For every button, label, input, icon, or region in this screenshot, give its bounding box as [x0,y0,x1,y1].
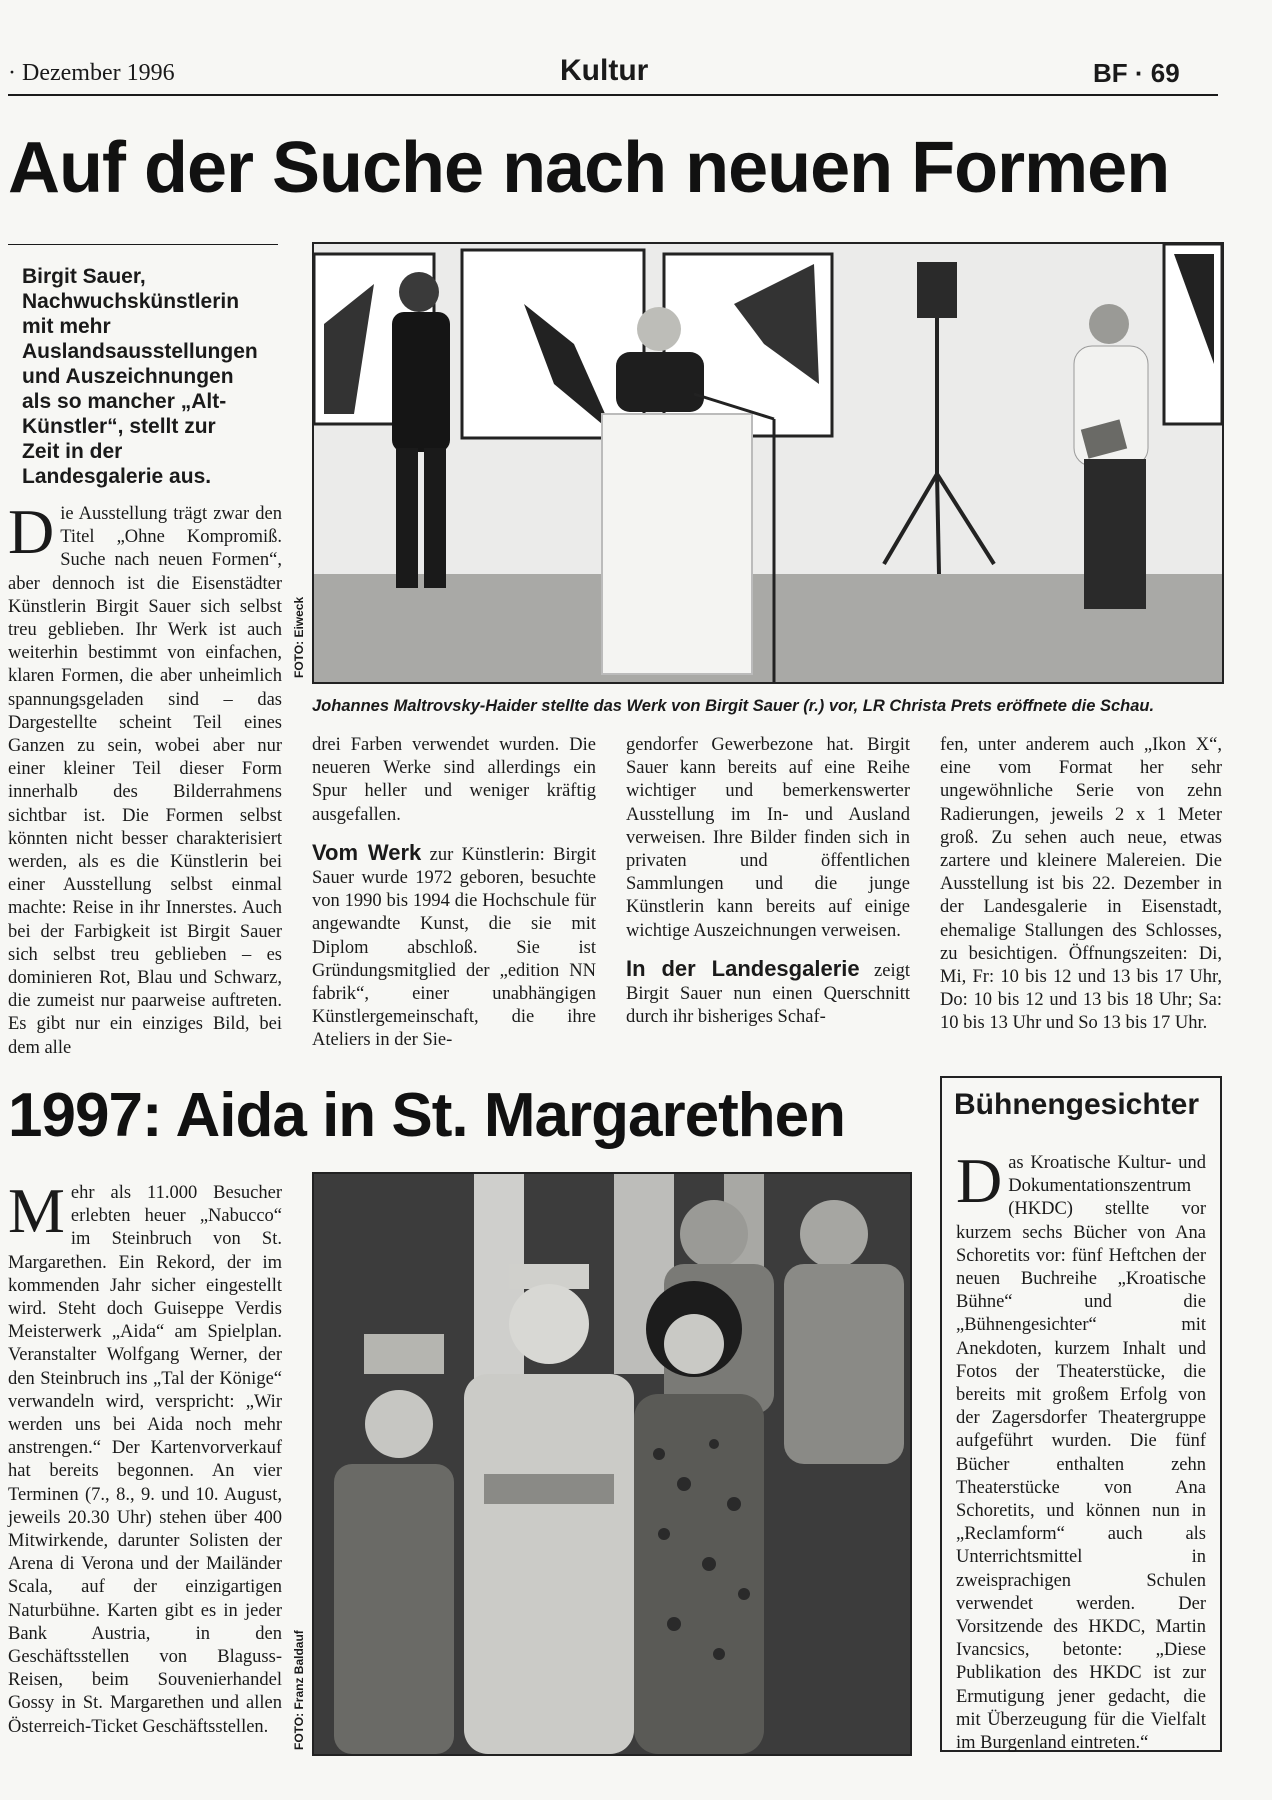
article1-subhead-1: Vom Werk [312,839,422,865]
exhibition-photo [312,242,1224,684]
article2-headline: 1997: Aida in St. Margarethen [8,1081,845,1150]
article1-col2-para-1: drei Farben verwendet wurden. Die neueren Werke sind allerdings ein Spur heller und weniger kräftig ausgefallen. [312,735,596,825]
sidebar-text: as Kroatische Kultur- und Dokumentationszentrum (HKDC) stellte vor kurzem sechs Bücher von Ana Schoretits vor: fünf Heftchen der neuen Buchreihe „Kroatische Bühne“ und die „Bühnengesichter“ mit Anekdoten, kurzem Inhalt und Fotos der Theaterstücke, die bereits mit großem Erfolg von der Zagersdorfer Theatergruppe aufgeführt wurden. Die fünf Bücher enthalten zehn Theaterstücke von Ana Schoretits, und können nun in „Reclamform“ auch als Unterrichtsmittel in zweisprachigen Schulen verwendet werden. Der Vorsitzende des HKDC, Martin Ivancsics, betonte: „Diese Publikation des HKDC ist zur Ermutigung jener gedacht, die mit Überzeugung für die Vielfalt im Burgenland eintreten.“ [956,1153,1206,1754]
article2-body [8,1175,282,1739]
dropcap: D [956,1145,1003,1216]
dropcap: D [8,496,55,567]
article1-col4-text: fen, unter anderem auch „Ikon X“, eine vom Format her sehr ungewöhnliche Serie von zehn Radierungen, jeweils 2 x 1 Meter groß. Zu sehen auch neue, etwas zartere und kleinere Malereien. Die Ausstellung ist bis 22. Dezember in der Landesgalerie in Eisenstadt, ehemalige Stallungen des Schlosses, zu besichtigen. Öffnungszeiten: Di, Mi, Fr: 10 bis 12 und 13 bis 17 Uhr, Do: 10 bis 12 und 13 bis 18 Uhr; Sa: 10 bis 13 Uhr und So 13 bis 17 Uhr. [940,735,1222,1034]
section-title: Kultur [560,54,649,87]
opera-photo [312,1172,912,1756]
article1-column-3 [626,734,910,1029]
article1-col2-para-2: zur Künstlerin: Birgit Sauer wurde 1972 geboren, besuchte von 1990 bis 1994 die Hochschule für angewandte Kunst, die sie mit Diplom abschloß. Sie ist Gründungsmitglied der „edition NN fabrik“, einer unabhängigen Künstlergemeinschaft, die ihre Ateliers in der Sie- [312,844,596,1051]
article1-lead: Birgit Sauer, Nachwuchskünstlerin mit mehr Auslandsausstellungen und Auszeichnungen als so mancher „Alt-Künstler“, stellt zur Zeit in der Landesgalerie aus. [22,265,258,488]
article1-column-2 [312,734,596,1053]
article2-text: ehr als 11.000 Besucher erlebten heuer „Nabucco“ im Steinbruch von St. Margarethen. Ein Rekord, der im kommenden Jahr sicher eingestellt wird. Steht doch Guiseppe Verdis Meisterwerk „Aida“ am Spielplan. Veranstalter Wolfgang Werner, der den Steinbruch ins „Tal der Könige“ verwandeln wird, verspricht: „Wir werden uns bei Aida noch mehr anstrengen.“ Der Kartenvorverkauf hat bereits begonnen. An vier Terminen (7., 8., 9. und 10. August, jeweils 20.30 Uhr) stehen über 400 Mitwirkende, darunter Solisten der Arena di Verona und der Mailänder Scala, auf der einzigartigen Naturbühne. Karten gibt es in jeder Bank Austria, in den Geschäftsstellen von Blaguss-Reisen, beim Souvenierhandel Gossy in St. Margarethen und allen Österreich-Ticket Geschäftsstellen. [8,1183,282,1737]
photo1-caption: Johannes Maltrovsky-Haider stellte das Werk von Birgit Sauer (r.) vor, LR Christa Prets eröffnete die Schau. [312,697,1155,715]
sidebar-box [940,1076,1222,1752]
article1-subhead-2: In der Landesgalerie [626,955,860,981]
article1-col1-text: ie Ausstellung trägt zwar den Titel „Ohne Kompromiß. Suche nach neuen Formen“, aber dennoch ist die Eisenstädter Künstlerin Birgit Sauer sich selbst treu geblieben. Ihr Werk ist auch weiterhin bestimmt von einfachen, klaren Formen, die aber unheimlich spannungsgeladen sind – das Dargestellte scheint Teil eines Ganzen zu sein, wobei aber nur einer kleiner Teil dieser Form innerhalb des Bilderrahmens sichtbar ist. Die Formen selbst könnten nicht besser charakterisiert werden, als es die Künstlerin bei einer Ausstellung selbst einmal machte: Reise in ihr Innerstes. Auch bei der Farbigkeit ist Birgit Sauer sich selbst treu geblieben – es dominieren Rot, Blau und Schwarz, die zumeist nur paarweise auftreten. Es gibt nur ein einziges Bild, bei dem alle [8,504,282,1058]
article1-col3-para-2: zeigt Birgit Sauer nun einen Querschnitt durch ihr bisheriges Schaf- [626,960,911,1028]
lead-rule [8,244,278,245]
article1-headline: Auf der Suche nach neuen Formen [8,128,1170,208]
photo1-credit: FOTO: Eiweck [292,596,306,678]
page-number: BF · 69 [1093,58,1180,88]
article1-column-4 [940,734,1222,1036]
header-rule [8,94,1218,96]
dropcap: M [8,1175,65,1246]
article1-col3-para-1: gendorfer Gewerbezone hat. Birgit Sauer kann bereits auf eine Reihe wichtiger und bemerkenswerter Ausstellung im In- und Ausland verweisen. Ihre Bilder finden sich in privaten und öffentlichen Sammlungen und die junge Künstlerin kann bereits auf einige wichtige Auszeichnungen verweisen. [626,735,910,941]
article1-column-1 [8,496,282,1060]
issue-date: · Dezember 1996 [8,60,175,86]
photo2-credit: FOTO: Franz Baldauf [292,1630,306,1750]
sidebar-title: Bühnengesichter [954,1088,1200,1121]
sidebar-body [956,1145,1206,1755]
